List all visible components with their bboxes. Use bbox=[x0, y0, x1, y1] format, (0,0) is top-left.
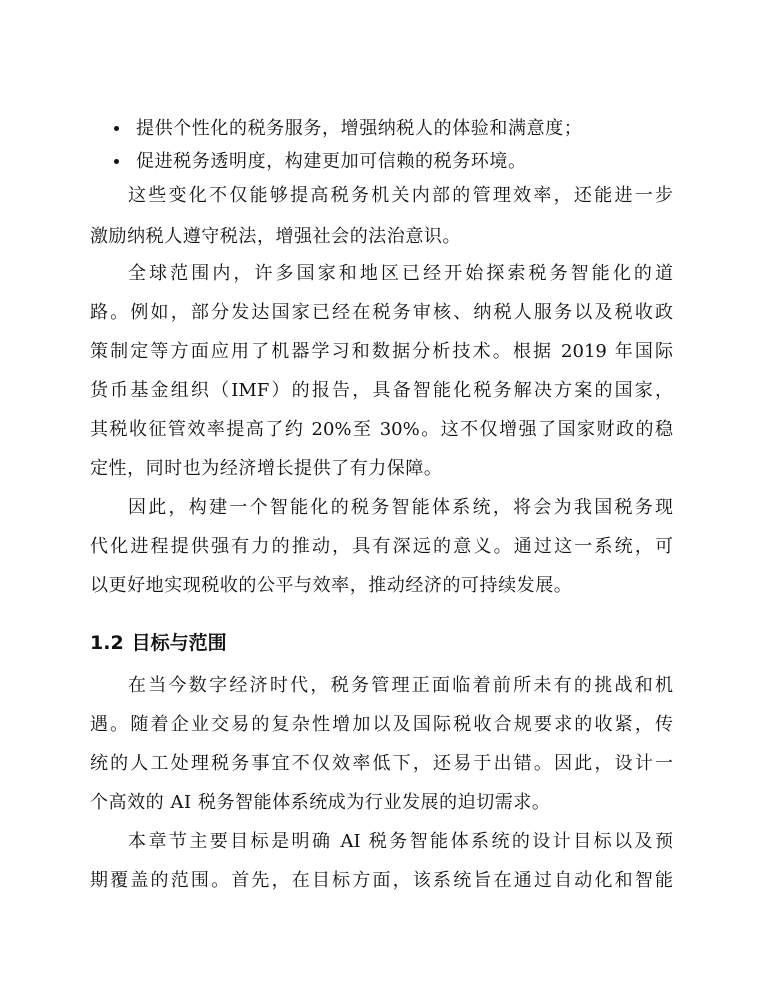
paragraph-line: 以更好地实现税收的公平与效率，推动经济的可持续发展。 bbox=[90, 575, 573, 596]
paragraph-line: 路。例如，部分发达国家已经在税务审核、纳税人服务以及税收政 bbox=[90, 302, 673, 323]
paragraph-line: 其税收征管效率提高了约 20%至 30%。这不仅增强了国家财政的稳 bbox=[90, 419, 673, 440]
paragraph-line: 全球范围内，许多国家和地区已经开始探索税务智能化的道 bbox=[128, 263, 673, 284]
paragraph-line: 策制定等方面应用了机器学习和数据分析技术。根据 2019 年国际 bbox=[90, 341, 673, 362]
paragraph-line: 个高效的 AI 税务智能体系统成为行业发展的迫切需求。 bbox=[90, 792, 551, 813]
paragraph-line: 定性，同时也为经济增长提供了有力保障。 bbox=[90, 458, 443, 479]
section-title: 目标与范围 bbox=[131, 632, 227, 654]
paragraph-line: 货币基金组织（IMF）的报告，具备智能化税务解决方案的国家， bbox=[90, 380, 673, 401]
paragraph-line: 激励纳税人遵守税法，增强社会的法治意识。 bbox=[90, 226, 461, 247]
section-heading bbox=[90, 627, 227, 659]
paragraph-line: 期覆盖的范围。首先，在目标方面，该系统旨在通过自动化和智能 bbox=[90, 870, 673, 891]
section-number: 1.2 bbox=[90, 632, 124, 654]
bullet-dot-icon bbox=[114, 159, 119, 164]
paragraph-line: 统的人工处理税务事宜不仅效率低下，还易于出错。因此，设计一 bbox=[90, 753, 673, 774]
paragraph-line: 本章节主要目标是明确 AI 税务智能体系统的设计目标以及预 bbox=[128, 831, 673, 852]
bullet-text: 提供个性化的税务服务，增强纳税人的体验和满意度； bbox=[136, 118, 583, 139]
paragraph-line: 遇。随着企业交易的复杂性增加以及国际税收合规要求的收紧，传 bbox=[90, 714, 673, 735]
bullet-text: 促进税务透明度，构建更加可信赖的税务环境。 bbox=[136, 151, 527, 172]
paragraph-line: 在当今数字经济时代，税务管理正面临着前所未有的挑战和机 bbox=[128, 675, 673, 696]
paragraph-line: 这些变化不仅能够提高税务机关内部的管理效率，还能进一步 bbox=[128, 185, 673, 206]
paragraph-line: 代化进程提供强有力的推动，具有深远的意义。通过这一系统，可 bbox=[90, 536, 673, 557]
bullet-dot-icon bbox=[114, 126, 119, 131]
paragraph-line: 因此，构建一个智能化的税务智能体系统，将会为我国税务现 bbox=[128, 497, 673, 518]
